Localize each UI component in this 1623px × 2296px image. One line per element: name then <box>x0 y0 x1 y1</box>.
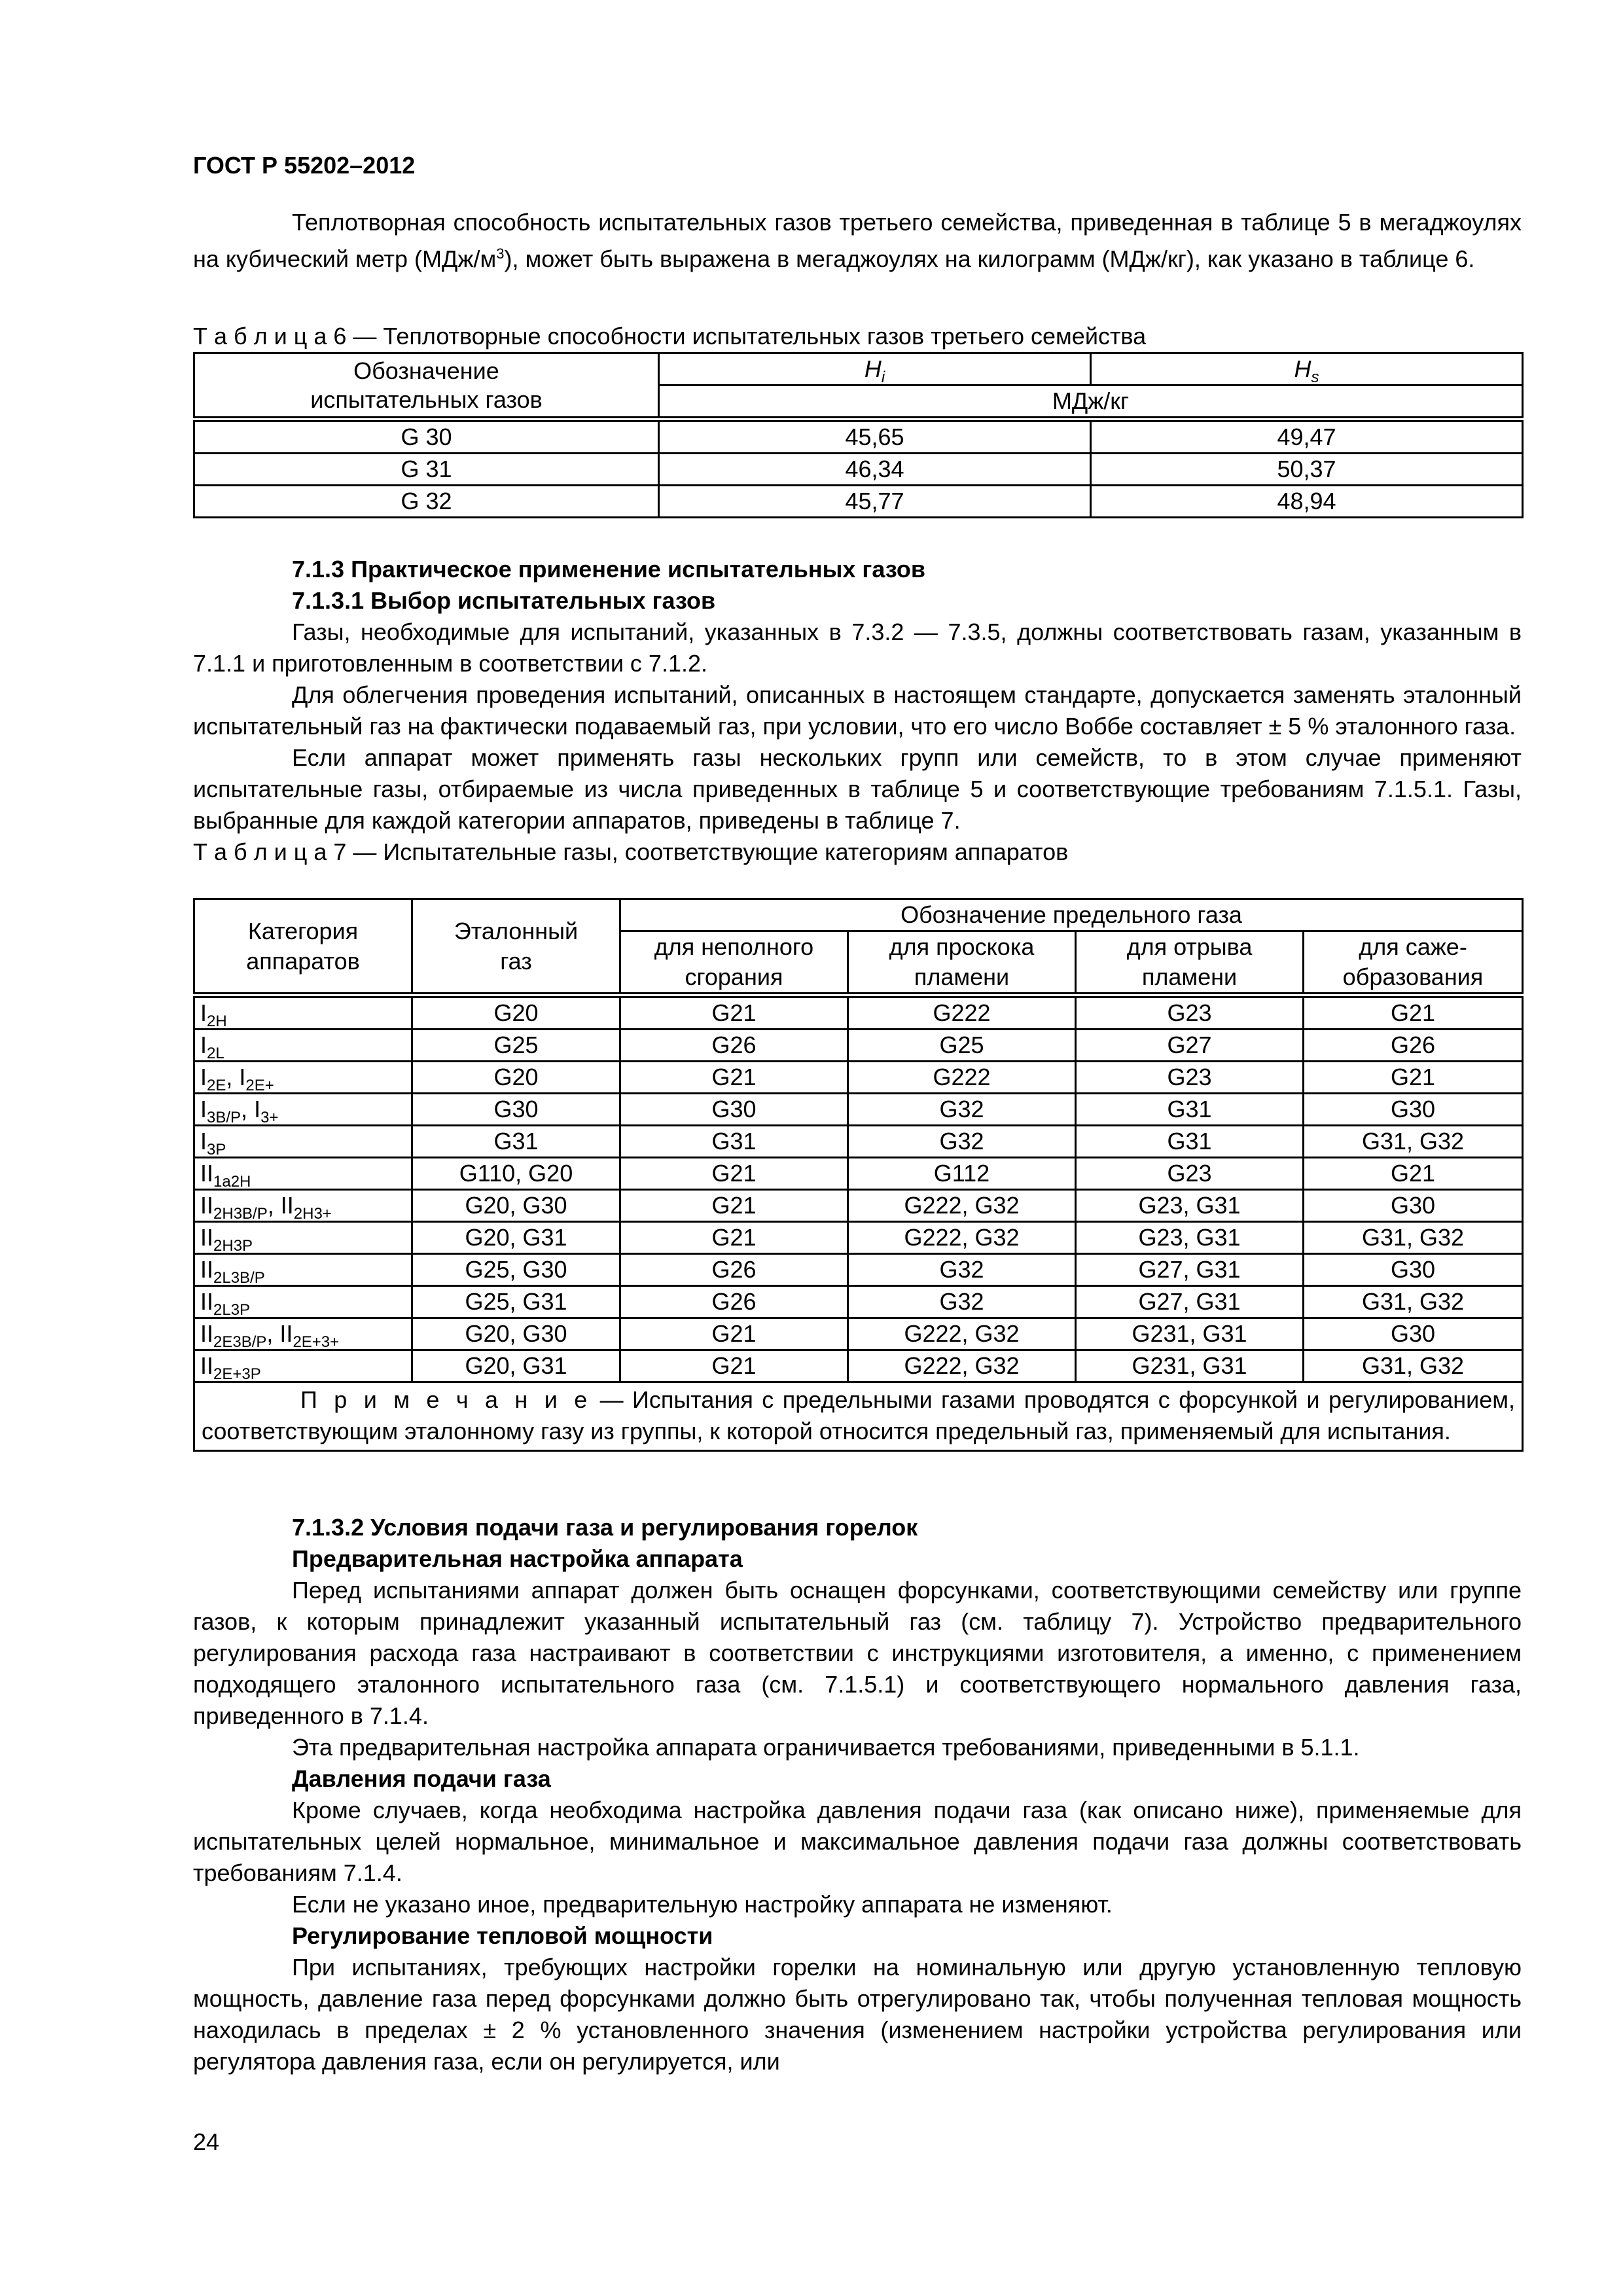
table6 <box>193 352 1524 518</box>
cell-ref: G20, G30 <box>412 1190 620 1222</box>
category-base: I <box>254 1096 261 1122</box>
cell-ref: G25 <box>412 1030 620 1062</box>
table7-body <box>194 996 1523 1382</box>
intro-text-1: Теплотворная способность испытательных газов третьего семейства, приведенная в таблице 5 в мегаджоулях на кубический метр (МДж/м <box>193 209 1522 272</box>
category-base: II <box>200 1288 214 1315</box>
cell-category <box>194 1126 412 1158</box>
category-subscript: 2E+3P <box>213 1365 261 1383</box>
table-row <box>194 420 1523 454</box>
intro-text-2: ), может быть выражена в мегаджоулях на килограмм (МДж/кг), как указано в таблице 6. <box>504 245 1475 272</box>
cell-liftoff: G23 <box>1076 1062 1304 1094</box>
subsection-heading: 7.1.3.1 Выбор испытательных газов <box>292 587 716 614</box>
header-line: пламени <box>914 963 1010 990</box>
cell-ref: G31 <box>412 1126 620 1158</box>
section-7-1-3 <box>193 554 1522 868</box>
section-7-1-3-2 <box>193 1512 1522 2077</box>
category-base: II <box>200 1192 214 1219</box>
cell-soot: G30 <box>1304 1094 1523 1126</box>
cell-category <box>194 1062 412 1094</box>
cell-category <box>194 1254 412 1286</box>
cell-category <box>194 1030 412 1062</box>
cell-soot: G31, G32 <box>1304 1126 1523 1158</box>
paragraph: Для облегчения проведения испытаний, описанных в настоящем стандарте, допускается заменять эталонный испытательный газ на фактически подаваемый газ, при условии, что его число Воббе составляет ± 5 % эталонного газа. <box>193 681 1522 740</box>
table7-header-limit-group: Обозначение предельного газа <box>620 899 1523 931</box>
cell-ref: G20 <box>412 996 620 1030</box>
cell-category <box>194 996 412 1030</box>
cell-liftoff: G23, G31 <box>1076 1190 1304 1222</box>
cell-incomplete: G21 <box>620 1062 848 1094</box>
table-row <box>194 486 1523 518</box>
header-line: сгорания <box>685 963 783 990</box>
cell-liftoff: G31 <box>1076 1094 1304 1126</box>
cell-ref: G20, G31 <box>412 1350 620 1382</box>
cell-flashback: G32 <box>848 1254 1076 1286</box>
page-number: 24 <box>193 2128 220 2155</box>
table-row <box>194 1222 1523 1254</box>
cell-flashback: G112 <box>848 1158 1076 1190</box>
cell-gas: G 30 <box>194 420 659 454</box>
cell-ref: G30 <box>412 1094 620 1126</box>
category-subscript: 2E3B/P <box>213 1333 267 1351</box>
category-subscript: 3+ <box>260 1109 279 1126</box>
cell-category <box>194 1286 412 1318</box>
cell-liftoff: G23 <box>1076 1158 1304 1190</box>
table7-header-liftoff <box>1076 931 1304 996</box>
cell-liftoff: G231, G31 <box>1076 1350 1304 1382</box>
cell-soot: G31, G32 <box>1304 1286 1523 1318</box>
cell-flashback: G222 <box>848 996 1076 1030</box>
table6-container <box>193 352 1522 518</box>
cell-liftoff: G27 <box>1076 1030 1304 1062</box>
table7-caption <box>193 836 1522 868</box>
cell-incomplete: G30 <box>620 1094 848 1126</box>
cell-incomplete: G26 <box>620 1254 848 1286</box>
cell-ref: G25, G31 <box>412 1286 620 1318</box>
category-subscript: 2E <box>207 1077 226 1094</box>
category-base: I <box>200 999 207 1026</box>
category-base: I <box>200 1031 207 1058</box>
header-line: для неполного <box>654 933 814 960</box>
cell-flashback: G32 <box>848 1286 1076 1318</box>
subscript: i <box>881 368 885 386</box>
table6-caption-text: — Теплотворные способности испытательных газов третьего семейства <box>346 323 1147 350</box>
cell-incomplete: G21 <box>620 1318 848 1350</box>
table-row <box>194 1062 1523 1094</box>
cell-category <box>194 1094 412 1126</box>
header-line: пламени <box>1141 963 1238 990</box>
header-line: Эталонный <box>454 917 579 944</box>
cell-category <box>194 1318 412 1350</box>
separator: , <box>266 1320 280 1347</box>
paragraph: Если аппарат может применять газы нескольких групп или семейств, то в этом случае применяют испытательные газы, отбираемые из числа приведенных в таблице 5 и соответствующие требованиям 7.1.5.1. Газы, выбранные для каждой категории аппаратов, приведены в таблице 7. <box>193 744 1522 834</box>
cell-flashback: G222, G32 <box>848 1350 1076 1382</box>
table-row <box>194 1126 1523 1158</box>
category-base: I <box>239 1064 246 1090</box>
subscript: s <box>1311 368 1319 386</box>
standard-header: ГОСТ Р 55202–2012 <box>193 152 416 179</box>
cell-flashback: G32 <box>848 1126 1076 1158</box>
cell-flashback: G222, G32 <box>848 1222 1076 1254</box>
table6-header-hs <box>1091 353 1523 386</box>
paragraph: Если не указано иное, предварительную настройку аппарата не изменяют. <box>292 1891 1113 1918</box>
category-subscript: 2L3P <box>213 1301 251 1319</box>
cell-hs: 50,37 <box>1091 454 1523 486</box>
superscript: 3 <box>496 245 505 262</box>
category-base: II <box>200 1320 214 1347</box>
category-subscript: 2H <box>207 1013 227 1030</box>
table7-header-incomplete <box>620 931 848 996</box>
paragraph: Газы, необходимые для испытаний, указанных в 7.3.2 — 7.3.5, должны соответствовать газам, указанным в 7.1.1 и приготовленным в соответствии с 7.1.2. <box>193 619 1522 677</box>
table7-header-reference <box>412 899 620 996</box>
table6-header-designation <box>194 353 659 420</box>
cell-soot: G26 <box>1304 1030 1523 1062</box>
cell-category <box>194 1190 412 1222</box>
cell-soot: G21 <box>1304 1158 1523 1190</box>
paragraph: Кроме случаев, когда необходима настройка давления подачи газа (как описано ниже), применяемые для испытательных целей нормальное, минимальное и максимальное давления подачи газа должны соответствовать требованиям 7.1.4. <box>193 1797 1522 1886</box>
cell-ref: G25, G30 <box>412 1254 620 1286</box>
cell-soot: G30 <box>1304 1318 1523 1350</box>
header-line: для отрыва <box>1126 933 1253 960</box>
category-subscript: 3B/P <box>207 1109 241 1126</box>
category-subscript: 2L <box>207 1045 224 1062</box>
cell-liftoff: G23 <box>1076 996 1304 1030</box>
separator: , <box>226 1064 240 1090</box>
header-line: аппаратов <box>246 947 360 975</box>
cell-hi: 45,65 <box>659 420 1091 454</box>
table6-caption <box>193 321 1522 352</box>
table7-container <box>193 898 1522 1452</box>
paragraph: Перед испытаниями аппарат должен быть оснащен форсунками, соответствующими семейству или группе газов, к которым принадлежит указанный испытательный газ (см. таблицу 7). Устройство предварительного регулирования расхода газа настраивают в соответствии с инструкциями изготовителя, а именно, с применением подходящего эталонного испытательного газа (см. 7.1.5.1) и соответствующего нормального давления газа, приведенного в 7.1.4. <box>193 1577 1522 1729</box>
table-row <box>194 1350 1523 1382</box>
subsection-heading: Регулирование тепловой мощности <box>292 1922 713 1949</box>
cell-gas: G 31 <box>194 454 659 486</box>
cell-hs: 48,94 <box>1091 486 1523 518</box>
category-subscript: 2H3P <box>213 1237 253 1255</box>
table-row <box>194 996 1523 1030</box>
symbol: H <box>864 355 882 382</box>
category-base: II <box>280 1192 294 1219</box>
separator: , <box>241 1096 255 1122</box>
cell-liftoff: G27, G31 <box>1076 1254 1304 1286</box>
cell-category <box>194 1350 412 1382</box>
section-heading: 7.1.3.2 Условия подачи газа и регулирования горелок <box>292 1514 918 1541</box>
table-row <box>194 1254 1523 1286</box>
table6-header-hi <box>659 353 1091 386</box>
cell-ref: G110, G20 <box>412 1158 620 1190</box>
table-row <box>194 1094 1523 1126</box>
header-line: Обозначение <box>353 357 499 384</box>
cell-incomplete: G21 <box>620 1190 848 1222</box>
table7-header-flashback <box>848 931 1076 996</box>
category-base: II <box>200 1256 214 1283</box>
category-base: I <box>200 1128 207 1155</box>
header-line: Категория <box>247 917 359 944</box>
table7 <box>193 898 1524 1452</box>
cell-liftoff: G23, G31 <box>1076 1222 1304 1254</box>
section-heading: 7.1.3 Практическое применение испытательных газов <box>292 556 925 583</box>
cell-incomplete: G26 <box>620 1286 848 1318</box>
category-base: II <box>279 1320 293 1347</box>
cell-ref: G20, G30 <box>412 1318 620 1350</box>
table6-header-unit: МДж/кг <box>659 386 1523 420</box>
cell-ref: G20 <box>412 1062 620 1094</box>
cell-liftoff: G231, G31 <box>1076 1318 1304 1350</box>
category-base: I <box>200 1096 207 1122</box>
cell-soot: G31, G32 <box>1304 1222 1523 1254</box>
separator: , <box>267 1192 281 1219</box>
category-subscript: 2E+ <box>245 1077 274 1094</box>
symbol: H <box>1294 355 1311 382</box>
category-base: I <box>200 1064 207 1090</box>
cell-flashback: G25 <box>848 1030 1076 1062</box>
cell-liftoff: G27, G31 <box>1076 1286 1304 1318</box>
cell-category <box>194 1222 412 1254</box>
cell-soot: G30 <box>1304 1254 1523 1286</box>
paragraph: При испытаниях, требующих настройки горелки на номинальную или другую установленную тепловую мощность, давление газа перед форсунками должно быть отрегулировано так, чтобы полученная тепловая мощность находилась в пределах ± 2 % установленного значения (изменением настройки устройства регулирования или регулятора давления газа, если он регулируется, или <box>193 1954 1522 2075</box>
cell-flashback: G222, G32 <box>848 1190 1076 1222</box>
cell-hi: 45,77 <box>659 486 1091 518</box>
cell-flashback: G32 <box>848 1094 1076 1126</box>
header-line: газ <box>500 947 532 975</box>
cell-flashback: G222 <box>848 1062 1076 1094</box>
cell-soot: G30 <box>1304 1190 1523 1222</box>
category-base: II <box>200 1160 214 1187</box>
category-subscript: 2L3B/P <box>213 1269 265 1287</box>
category-subscript: 2H3+ <box>293 1205 332 1223</box>
header-line: для саже- <box>1359 933 1467 960</box>
table7-header-soot <box>1304 931 1523 996</box>
cell-flashback: G222, G32 <box>848 1318 1076 1350</box>
cell-liftoff: G31 <box>1076 1126 1304 1158</box>
category-subscript: 2E+3+ <box>293 1333 340 1351</box>
paragraph: Эта предварительная настройка аппарата ограничивается требованиями, приведенными в 5.1.1. <box>292 1734 1360 1761</box>
cell-soot: G21 <box>1304 1062 1523 1094</box>
cell-category <box>194 1158 412 1190</box>
intro-paragraph <box>193 207 1522 275</box>
cell-incomplete: G21 <box>620 996 848 1030</box>
category-subscript: 1a2H <box>213 1173 251 1191</box>
cell-hi: 46,34 <box>659 454 1091 486</box>
table7-caption-prefix: Т а б л и ц а 7 <box>193 838 347 865</box>
header-line: для проскока <box>889 933 1035 960</box>
subsection-heading: Давления подачи газа <box>292 1765 551 1792</box>
intro-block <box>193 207 1522 275</box>
cell-incomplete: G21 <box>620 1222 848 1254</box>
cell-incomplete: G21 <box>620 1158 848 1190</box>
category-subscript: 2H3B/P <box>213 1205 268 1223</box>
table-row <box>194 1190 1523 1222</box>
cell-ref: G20, G31 <box>412 1222 620 1254</box>
table-row <box>194 1286 1523 1318</box>
header-line: испытательных газов <box>310 386 543 413</box>
cell-soot: G31, G32 <box>1304 1350 1523 1382</box>
table7-note <box>194 1382 1523 1451</box>
table-row <box>194 1318 1523 1350</box>
table-row <box>194 1158 1523 1190</box>
note-text: — Испытания с предельными газами проводятся с форсункой и регулированием, соответствующим эталонному газу из группы, к которой относится предельный газ, применяемый для испытания. <box>202 1386 1515 1444</box>
table6-caption-prefix: Т а б л и ц а 6 <box>193 323 347 350</box>
note-label: П р и м е ч а н и е <box>300 1386 592 1413</box>
cell-soot: G21 <box>1304 996 1523 1030</box>
cell-incomplete: G31 <box>620 1126 848 1158</box>
table-row <box>194 1030 1523 1062</box>
subsection-heading: Предварительная настройка аппарата <box>292 1545 743 1572</box>
cell-incomplete: G21 <box>620 1350 848 1382</box>
category-base: II <box>200 1224 214 1251</box>
cell-incomplete: G26 <box>620 1030 848 1062</box>
category-subscript: 3P <box>207 1141 226 1158</box>
header-line: образования <box>1342 963 1484 990</box>
cell-hs: 49,47 <box>1091 420 1523 454</box>
table7-header-category <box>194 899 412 996</box>
category-base: II <box>200 1352 214 1379</box>
table-row <box>194 454 1523 486</box>
cell-gas: G 32 <box>194 486 659 518</box>
table7-caption-text: — Испытательные газы, соответствующие категориям аппаратов <box>346 838 1069 865</box>
